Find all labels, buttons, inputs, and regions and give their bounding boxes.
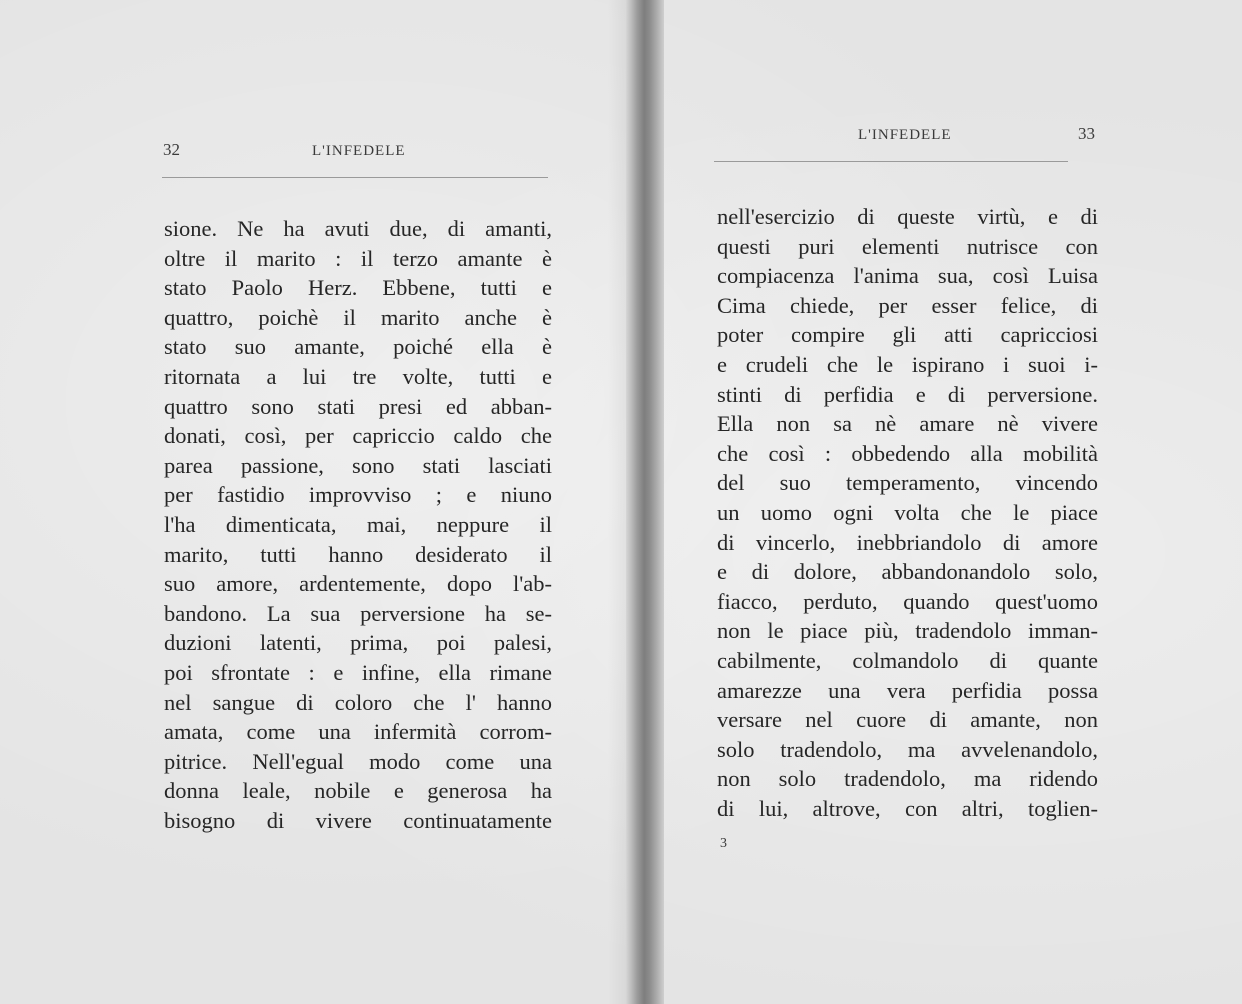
text-line: parea passione, sono stati lasciati [164,452,552,478]
text-line: amata, come una infermità corrom- [164,719,552,745]
text-line: poi sfrontate : e infine, ella rimane [164,659,552,685]
text-line: pitrice. Nell'egual modo come una [164,748,552,774]
text-line: amarezze una vera perfidia possa [717,677,1098,703]
text-line: non le piace più, tradendolo imman- [717,618,1098,644]
text-line: suo amore, ardentemente, dopo l'ab- [164,571,552,597]
text-line: e di dolore, abbandonandolo solo, [717,559,1098,585]
right-header-rule [714,161,1068,162]
left-running-head: L'INFEDELE [312,143,406,159]
book-gutter [626,0,664,1004]
text-line: di lui, altrove, con altri, toglien- [717,795,1098,821]
text-line: versare nel cuore di amante, non [717,707,1098,733]
text-line: duzioni latenti, prima, poi palesi, [164,630,552,656]
text-line: che così : obbedendo alla mobilità [717,440,1098,466]
text-line: poter compire gli atti capricciosi [717,322,1098,348]
text-line: sione. Ne ha avuti due, di amanti, [164,216,552,241]
signature-mark: 3 [720,836,727,851]
text-line: non solo tradendolo, ma ridendo [717,766,1098,792]
right-page-number: 33 [1078,124,1095,143]
text-line: fiacco, perduto, quando quest'uomo [717,588,1098,614]
text-line: questi puri elementi nutrisce con [717,233,1098,259]
text-line: quattro, poichè il marito anche è [164,304,552,330]
text-line: di vincerlo, inebbriandolo di amore [717,529,1098,555]
text-line: Ella non sa nè amare nè vivere [717,411,1098,437]
text-line: compiacenza l'anima sua, così Luisa [717,263,1098,289]
left-page-number: 32 [163,140,180,159]
text-line: stinti di perfidia e di perversione. [717,381,1098,407]
left-header-rule [162,177,548,178]
text-line: quattro sono stati presi ed abban- [164,393,552,419]
text-line: per fastidio improvviso ; e niuno [164,482,552,508]
text-line: oltre il marito : il terzo amante è [164,245,552,271]
gutter-shadow [608,0,628,1004]
right-body-text [717,202,1098,823]
text-line: Cima chiede, per esser felice, di [717,292,1098,318]
text-line: l'ha dimenticata, mai, neppure il [164,511,552,537]
text-line: stato suo amante, poiché ella è [164,334,552,360]
text-line: e crudeli che le ispirano i suoi i- [717,351,1098,377]
text-line: stato Paolo Herz. Ebbene, tutti e [164,275,552,301]
text-line: del suo temperamento, vincendo [717,470,1098,496]
text-line: solo tradendolo, ma avvelenandolo, [717,736,1098,762]
text-line: bisogno di vivere continuatamente [164,807,552,833]
text-line: ritornata a lui tre volte, tutti e [164,363,552,389]
text-line: un uomo ogni volta che le piace [717,499,1098,525]
text-line: donati, così, per capriccio caldo che [164,423,552,449]
text-line: nel sangue di coloro che l' hanno [164,689,552,715]
text-line: donna leale, nobile e generosa ha [164,778,552,804]
text-line: nell'esercizio di queste virtù, e di [717,204,1098,229]
right-page [660,0,1242,1004]
right-running-head: L'INFEDELE [858,127,952,143]
left-body-text [164,214,552,835]
text-line: cabilmente, colmandolo di quante [717,647,1098,673]
text-line: bandono. La sua perversione ha se- [164,600,552,626]
text-line: marito, tutti hanno desiderato il [164,541,552,567]
